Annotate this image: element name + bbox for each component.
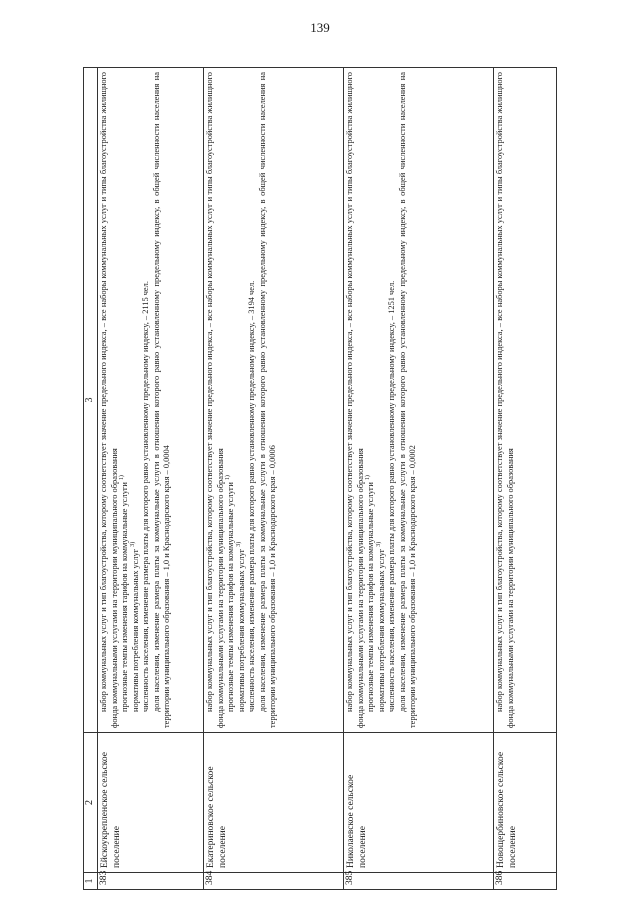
norms-text: нормативы потребления коммунальных услуг $^{3)}$: [129, 541, 140, 712]
footnote-mark: 3): [129, 541, 136, 547]
header-col-3: 3: [84, 68, 98, 733]
footnote-mark: 1): [365, 475, 372, 481]
header-col-2: 2: [84, 733, 98, 873]
table-row: [98, 68, 204, 890]
services-set-text: набор коммунальных услуг и тип благоустройства, которому соответствует значение предельного индекса, – все наборы коммунальных услуг и типы благоустройства жилищного фонда коммунальными услугами на территории муниципального образования: [345, 72, 365, 728]
row-description: [98, 68, 204, 733]
table-row: [204, 68, 344, 890]
settlement-name: Новощербиновское сельское поселение: [494, 733, 557, 873]
settlement-name: Ейскоукрепленское сельское поселение: [98, 733, 204, 873]
row-description: [204, 68, 344, 733]
population-text: численность населения, изменение размера платы для которого равно установленному предельному индексу, – 3194 чел.: [247, 280, 257, 712]
footnote-mark: 3): [375, 541, 382, 547]
rotated-table-container: [83, 68, 555, 890]
settlement-name: Екатериновское сельское поселение: [204, 733, 344, 873]
services-set-text: набор коммунальных услуг и тип благоустройства, которому соответствует значение предельного индекса, – все наборы коммунальных услуг и типы благоустройства жилищного фонда коммунальными услугами на территории муниципального образования: [205, 72, 225, 728]
tariffs-text: прогнозные темпы изменения тарифов на коммунальные услуги $^{1)}$: [119, 475, 130, 712]
population-share-text: доля населения, изменение размера платы за коммунальные услуги в отношении которого равно установленному предельному индексу, в общей численности населения на территории муниципального образования – 1,0 и Краснодарского края – 0,0006: [257, 72, 278, 728]
footnote-mark: 1): [119, 475, 126, 481]
data-table: [83, 67, 557, 890]
population-text: численность населения, изменение размера платы для которого равно установленному предельному индексу, – 1251 чел.: [387, 280, 397, 712]
tariffs-text: прогнозные темпы изменения тарифов на коммунальные услуги $^{1)}$: [225, 475, 236, 712]
row-number: 383: [98, 873, 204, 890]
footnote-mark: 1): [225, 475, 232, 481]
footnote-mark: 3): [235, 541, 242, 547]
table-row: [494, 68, 557, 890]
services-set-text: набор коммунальных услуг и тип благоустройства, которому соответствует значение предельного индекса, – все наборы коммунальных услуг и типы благоустройства жилищного фонда коммунальными услугами на территории муниципального образования: [99, 72, 119, 728]
row-description: [494, 68, 557, 733]
settlement-name: Николаевское сельское поселение: [344, 733, 494, 873]
row-number: 385: [344, 873, 494, 890]
table-row: [344, 68, 494, 890]
row-description: [344, 68, 494, 733]
page-number: 139: [310, 20, 330, 35]
row-number: 384: [204, 873, 344, 890]
header-col-1: 1: [84, 873, 98, 890]
norms-text: нормативы потребления коммунальных услуг $^{3)}$: [235, 541, 246, 712]
table-header-row: [84, 68, 98, 890]
tariffs-text: прогнозные темпы изменения тарифов на коммунальные услуги $^{1)}$: [365, 475, 376, 712]
norms-text: нормативы потребления коммунальных услуг $^{3)}$: [375, 541, 386, 712]
population-share-text: доля населения, изменение размера платы за коммунальные услуги в отношении которого равно установленному предельному индексу, в общей численности населения на территории муниципального образования – 1,0 и Краснодарского края – 0,0002: [397, 72, 418, 728]
services-set-text: набор коммунальных услуг и тип благоустройства, которому соответствует значение предельного индекса, – все наборы коммунальных услуг и типы благоустройства жилищного фонда коммунальными услугами на территории муниципального образования: [495, 72, 515, 728]
population-share-text: доля населения, изменение размера платы за коммунальные услуги в отношении которого равно установленному предельному индексу, в общей численности населения на территории муниципального образования – 1,0 и Краснодарского края – 0,0004: [151, 72, 172, 728]
row-number: 386: [494, 873, 557, 890]
population-text: численность населения, изменение размера платы для которого равно установленному предельному индексу, – 2115 чел.: [141, 281, 151, 712]
